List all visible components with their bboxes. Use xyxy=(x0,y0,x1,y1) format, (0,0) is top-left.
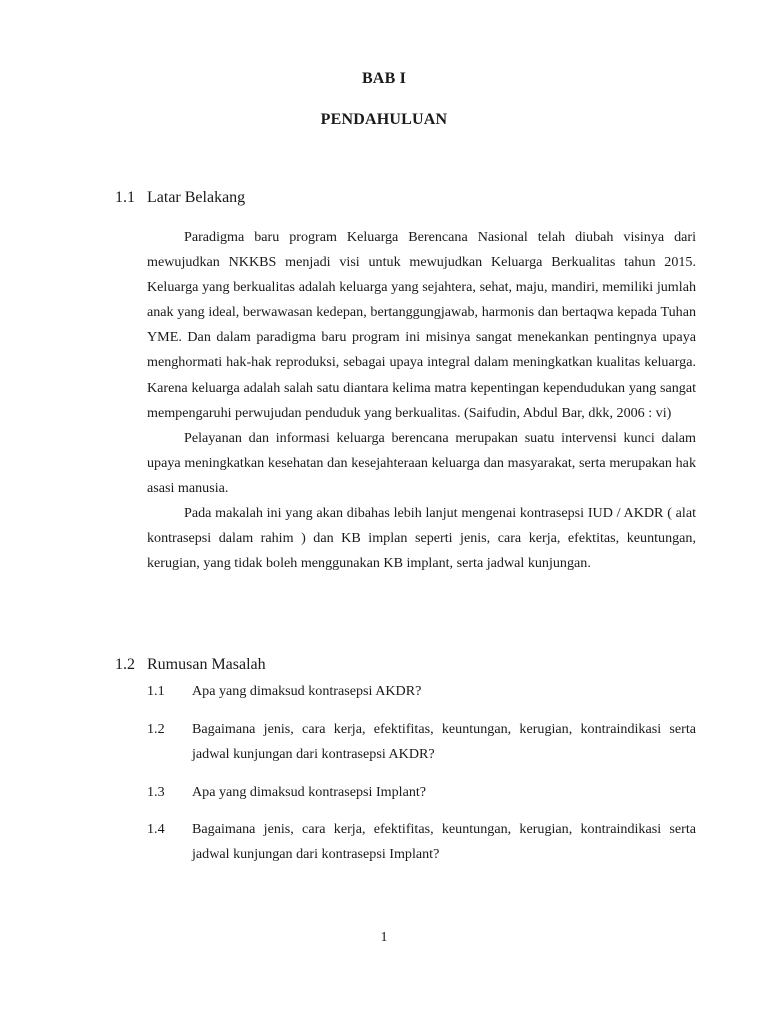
section-title: Rumusan Masalah xyxy=(147,656,266,673)
list-item-text: Apa yang dimaksud kontrasepsi Implant? xyxy=(192,784,427,800)
list-item-text: Bagaimana jenis, cara kerja, efektifitas, keuntungan, kerugian, kontraindikasi serta jadwal kunjungan dari kontrasepsi AKDR? xyxy=(192,721,696,763)
section-heading-rumusan-masalah xyxy=(115,656,266,674)
list-item-number: 1.2 xyxy=(147,721,165,737)
chapter-number: BAB I xyxy=(361,70,407,87)
section-title: Latar Belakang xyxy=(147,189,246,206)
list-item xyxy=(147,679,696,704)
list-item-number: 1.4 xyxy=(147,821,165,837)
list-item-number: 1.3 xyxy=(147,784,165,800)
list-item xyxy=(147,817,696,867)
paragraph: Pelayanan dan informasi keluarga berencana merupakan suatu intervensi kunci dalam upaya meningkatkan kesehatan dan kesejahteraan keluarga dan masyarakat, serta merupakan hak asasi manusia. xyxy=(147,429,696,496)
list-item xyxy=(147,780,696,805)
section-number: 1.2 xyxy=(115,656,135,673)
list-item-text: Bagaimana jenis, cara kerja, efektifitas, keuntungan, kerugian, kontraindikasi serta jadwal kunjungan dari kontrasepsi Implant? xyxy=(192,821,696,863)
list-item xyxy=(147,717,696,767)
section-body-latar-belakang xyxy=(147,225,696,576)
chapter-title: PENDAHULUAN xyxy=(320,111,448,128)
page-number: 1 xyxy=(380,930,388,945)
list-item-number: 1.1 xyxy=(147,683,165,699)
section-heading-latar-belakang xyxy=(115,189,245,207)
paragraph: Pada makalah ini yang akan dibahas lebih lanjut mengenai kontrasepsi IUD / AKDR ( alat kontrasepsi dalam rahim ) dan KB implan seperti jenis, cara kerja, efektitas, keuntungan, kerugian, yang tidak boleh menggunakan KB implant, serta jadwal kunjungan. xyxy=(147,505,696,572)
paragraph: Paradigma baru program Keluarga Berencana Nasional telah diubah visinya dari mewujudkan NKKBS menjadi visi untuk mewujudkan Keluarga Berkualitas tahun 2015. Keluarga yang berkualitas adalah keluarga yang sejahtera, sehat, maju, mandiri, memiliki jumlah anak yang ideal, berwawasan kedepan, bertanggungjawab, harmonis dan bertaqwa kepada Tuhan YME. Dan dalam paradigma baru program ini misinya sangat menekankan pentingnya upaya menghormati hak-hak reproduksi, sebagai upaya integral dalam meningkatkan kualitas keluarga. Karena keluarga adalah salah satu diantara kelima matra kepentingan kependudukan yang sangat mempengaruhi perwujudan penduduk yang berkualitas. (Saifudin, Abdul Bar, dkk, 2006 : vi) xyxy=(147,229,696,421)
list-item-text: Apa yang dimaksud kontrasepsi AKDR? xyxy=(192,683,422,699)
section-number: 1.1 xyxy=(115,189,135,206)
